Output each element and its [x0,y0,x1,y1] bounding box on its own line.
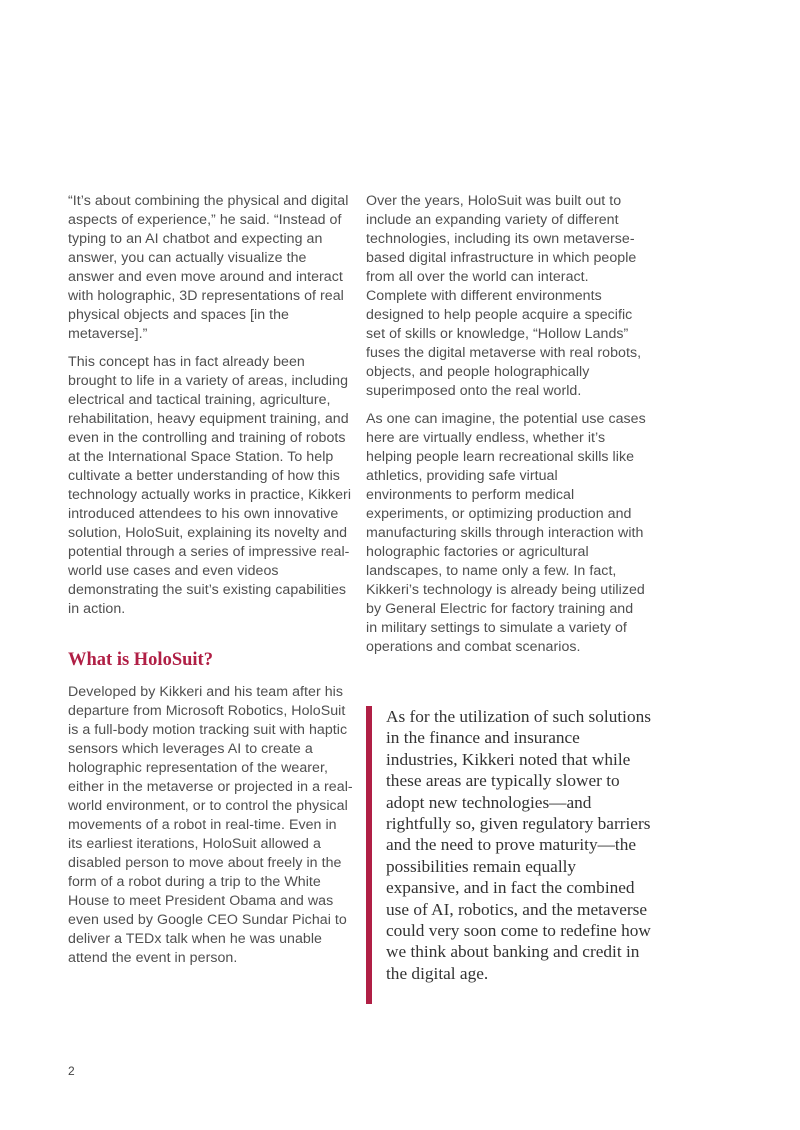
pull-quote: As for the utilization of such solutions in the finance and insurance industries, Kikkeri noted that while these areas are typically slower to adopt new technologies—and rightfully so, given regulatory barriers and the need to prove maturity—the possibilities remain equally expansive, and in fact the combined use of AI, robotics, and the metaverse could very soon come to redefine how we think about banking and credit in the digital age. [366,706,651,1004]
history-paragraph: Over the years, HoloSuit was built out to include an expanding variety of different technologies, including its own metaverse-based digital infrastructure in which people from all over the world can interact. Complete with different environments designed to help people acquire a specific set of skills or knowledge, “Hollow Lands” fuses the digital metaverse with real robots, objects, and people holographically superimposed onto the real world. [366,193,642,399]
quote-paragraph: “It’s about combining the physical and digital aspects of experience,” he said. “Instead of typing to an AI chatbot and expecting an answer, you can actually visualize the answer and even move around and interact with holographic, 3D representations of real physical objects and spaces [in the metaverse].” [68,193,349,342]
right-column [366,192,646,666]
holosuit-paragraph: Developed by Kikkeri and his team after his departure from Microsoft Robotics, HoloSuit is a full-body motion tracking suit with haptic sensors which leverages AI to create a holographic representation of the wearer, either in the metaverse or projected in a real-world environment, or to control the physical movements of a robot in real-time. Even in its earliest iterations, HoloSuit allowed a disabled person to move about freely in the form of a robot during a trip to the White House to meet President Obama and was even used by Google CEO Sundar Pichai to deliver a TEDx talk when he was unable attend the event in person. [68,684,353,966]
left-column [68,192,353,977]
use-cases-paragraph: As one can imagine, the potential use cases here are virtually endless, whether it’s helping people learn recreational skills like athletics, providing safe virtual environments to perform medical experiments, or optimizing production and manufacturing skills through interaction with holographic factories or agricultural landscapes, to name only a few. In fact, Kikkeri’s technology is already being utilized by General Electric for factory training and in military settings to simulate a variety of operations and combat scenarios. [366,411,646,655]
page-number: 2 [68,1064,75,1078]
section-heading: What is HoloSuit? [68,650,213,670]
concept-paragraph: This concept has in fact already been brought to life in a variety of areas, including electrical and tactical training, agriculture, rehabilitation, heavy equipment training, and even in the controlling and training of robots at the International Space Station. To help cultivate a better understanding of how this technology actually works in practice, Kikkeri introduced attendees to his own innovative solution, HoloSuit, explaining its novelty and potential through a series of impressive real-world use cases and even videos demonstrating the suit’s existing capabilities in action. [68,354,352,617]
